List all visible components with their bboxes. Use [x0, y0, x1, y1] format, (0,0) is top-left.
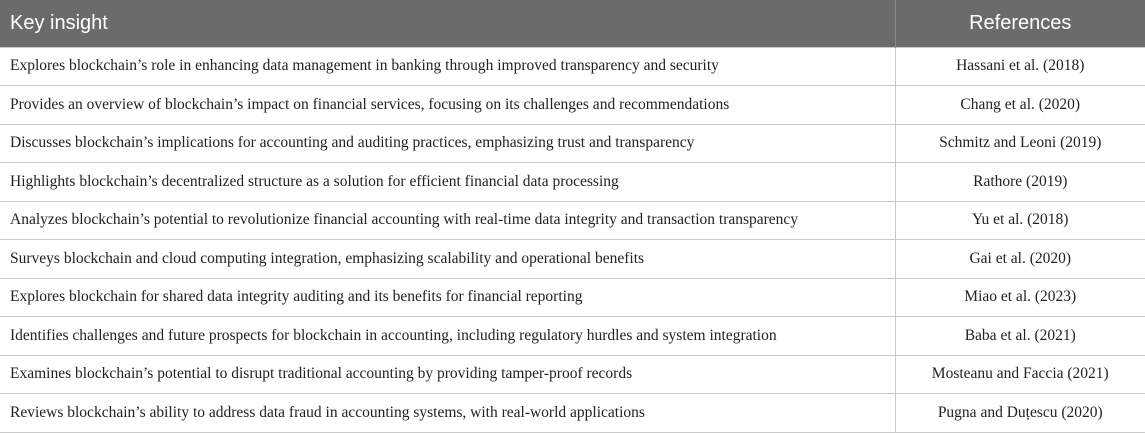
table-row	[0, 47, 1145, 86]
reference-cell: Mosteanu and Faccia (2021)	[895, 355, 1145, 394]
header-key-insight: Key insight	[0, 0, 895, 47]
reference-cell: Rathore (2019)	[895, 163, 1145, 202]
reference-cell: Baba et al. (2021)	[895, 317, 1145, 356]
reference-cell: Yu et al. (2018)	[895, 201, 1145, 240]
insight-cell: Highlights blockchain’s decentralized structure as a solution for efficient financial data processing	[0, 163, 895, 202]
reference-cell: Hassani et al. (2018)	[895, 47, 1145, 86]
table-row	[0, 394, 1145, 433]
table-body	[0, 47, 1145, 432]
reference-cell: Miao et al. (2023)	[895, 278, 1145, 317]
table-row	[0, 278, 1145, 317]
insight-cell: Analyzes blockchain’s potential to revolutionize financial accounting with real-time data integrity and transaction transparency	[0, 201, 895, 240]
reference-cell: Pugna and Duțescu (2020)	[895, 394, 1145, 433]
header-references: References	[969, 11, 1072, 34]
insight-cell: Explores blockchain for shared data integrity auditing and its benefits for financial reporting	[0, 278, 895, 317]
insight-cell: Identifies challenges and future prospects for blockchain in accounting, including regulatory hurdles and system integration	[0, 317, 895, 356]
header-row	[0, 0, 1145, 47]
insight-cell: Discusses blockchain’s implications for accounting and auditing practices, emphasizing trust and transparency	[0, 124, 895, 163]
table-row	[0, 163, 1145, 202]
insight-cell: Explores blockchain’s role in enhancing data management in banking through improved transparency and security	[0, 47, 895, 86]
insight-cell: Surveys blockchain and cloud computing integration, emphasizing scalability and operational benefits	[0, 240, 895, 279]
table-row	[0, 124, 1145, 163]
table-row	[0, 355, 1145, 394]
table-row	[0, 201, 1145, 240]
insight-cell: Examines blockchain’s potential to disrupt traditional accounting by providing tamper-proof records	[0, 355, 895, 394]
reference-cell: Chang et al. (2020)	[895, 86, 1145, 125]
table-row	[0, 240, 1145, 279]
reference-cell: Gai et al. (2020)	[895, 240, 1145, 279]
insight-cell: Reviews blockchain’s ability to address data fraud in accounting systems, with real-world applications	[0, 394, 895, 433]
table-row	[0, 317, 1145, 356]
reference-cell: Schmitz and Leoni (2019)	[895, 124, 1145, 163]
table-header	[0, 0, 1145, 47]
table-row	[0, 86, 1145, 125]
insight-cell: Provides an overview of blockchain’s impact on financial services, focusing on its challenges and recommendations	[0, 86, 895, 125]
